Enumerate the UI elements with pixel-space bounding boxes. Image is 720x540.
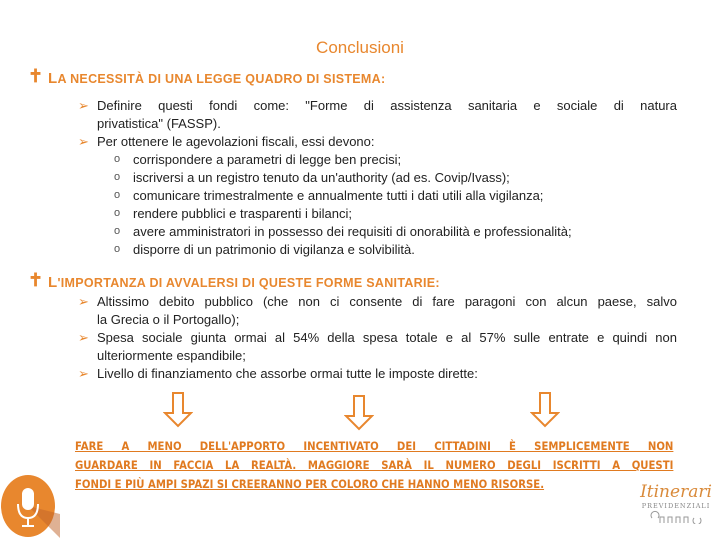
conclusion-line: GUARDARE IN FACCIA LA REALTÀ. MAGGIORE SARÀ IL NUMERO DEGLI ISCRITTI A QUESTI <box>75 458 674 472</box>
circle-bullet-icon: o <box>114 207 121 219</box>
bullet-text: Altissimo debito pubblico (che non ci consente di fare paragoni con alcun paese, salvo <box>97 294 677 309</box>
bullet-text: privatistica" (FASSP). <box>97 116 221 131</box>
heading-initial: L <box>48 70 58 87</box>
down-arrow-icon <box>530 392 560 428</box>
itinerari-logo <box>636 482 716 529</box>
subitem-text: comunicare trimestralmente e annualmente tutti i dati utili alla vigilanza; <box>133 188 544 203</box>
heading-text: A NECESSITÀ DI UNA LEGGE QUADRO DI SISTEMA: <box>57 72 386 86</box>
arrow-bullet-icon: ➢ <box>78 294 89 309</box>
subitem-text: corrispondere a parametri di legge ben precisi; <box>133 152 402 167</box>
subitem-text: iscriversi a un registro tenuto da un'authority (ad es. Covip/Ivass); <box>133 170 510 185</box>
circle-bullet-icon: o <box>114 153 121 165</box>
circle-bullet-icon: o <box>114 189 121 201</box>
cross-bullet-icon: ✝ <box>28 270 44 290</box>
subitem-text: rendere pubblici e trasparenti i bilanci; <box>133 206 352 221</box>
heading-text: 'IMPORTANZA DI AVVALERSI DI QUESTE FORME SANITARIE: <box>57 276 440 290</box>
conclusion-line: FONDI E PIÙ AMPI SPAZI SI CREERANNO PER COLORO CHE HANNO MENO RISORSE. <box>75 477 545 491</box>
heading-initial: L <box>48 274 58 291</box>
section1-heading <box>48 70 385 87</box>
slide-title: Conclusioni <box>316 38 404 57</box>
bullet-text: Spesa sociale giunta ormai al 54% della spesa totale e al 57% sulle entrate e quindi non <box>97 330 677 345</box>
column-capital-icon <box>648 510 704 524</box>
arrow-bullet-icon: ➢ <box>78 366 89 381</box>
arrow-bullet-icon: ➢ <box>78 98 89 113</box>
bullet-text: la Grecia o il Portogallo); <box>97 312 240 327</box>
section2-heading <box>48 274 440 291</box>
subitem-text: avere amministratori in possesso dei requisiti di onorabilità e professionalità; <box>133 224 572 239</box>
circle-bullet-icon: o <box>114 171 121 183</box>
subitem-text: disporre di un patrimonio di vigilanza e solvibilità. <box>133 242 415 257</box>
arrow-bullet-icon: ➢ <box>78 134 89 149</box>
down-arrow-icon <box>344 395 374 431</box>
logo-subtitle: PREVIDENZIALI <box>641 502 711 510</box>
circle-bullet-icon: o <box>114 243 121 255</box>
bullet-text: ulteriormente espandibile; <box>97 348 246 363</box>
microphone-icon <box>0 474 60 538</box>
conclusion-line: FARE A MENO DELL'APPORTO INCENTIVATO DEI CITTADINI È SEMPLICEMENTE NON <box>75 439 674 453</box>
logo-name: Itinerari <box>640 482 712 502</box>
bullet-text: Livello di finanziamento che assorbe ormai tutte le imposte dirette: <box>97 366 478 381</box>
down-arrow-icon <box>163 392 193 428</box>
bullet-text: Per ottenere le agevolazioni fiscali, essi devono: <box>97 134 375 149</box>
bullet-text: Definire questi fondi come: "Forme di assistenza sanitaria e sociale di natura <box>97 98 677 113</box>
cross-bullet-icon: ✝ <box>28 66 44 86</box>
circle-bullet-icon: o <box>114 225 121 237</box>
arrow-bullet-icon: ➢ <box>78 330 89 345</box>
